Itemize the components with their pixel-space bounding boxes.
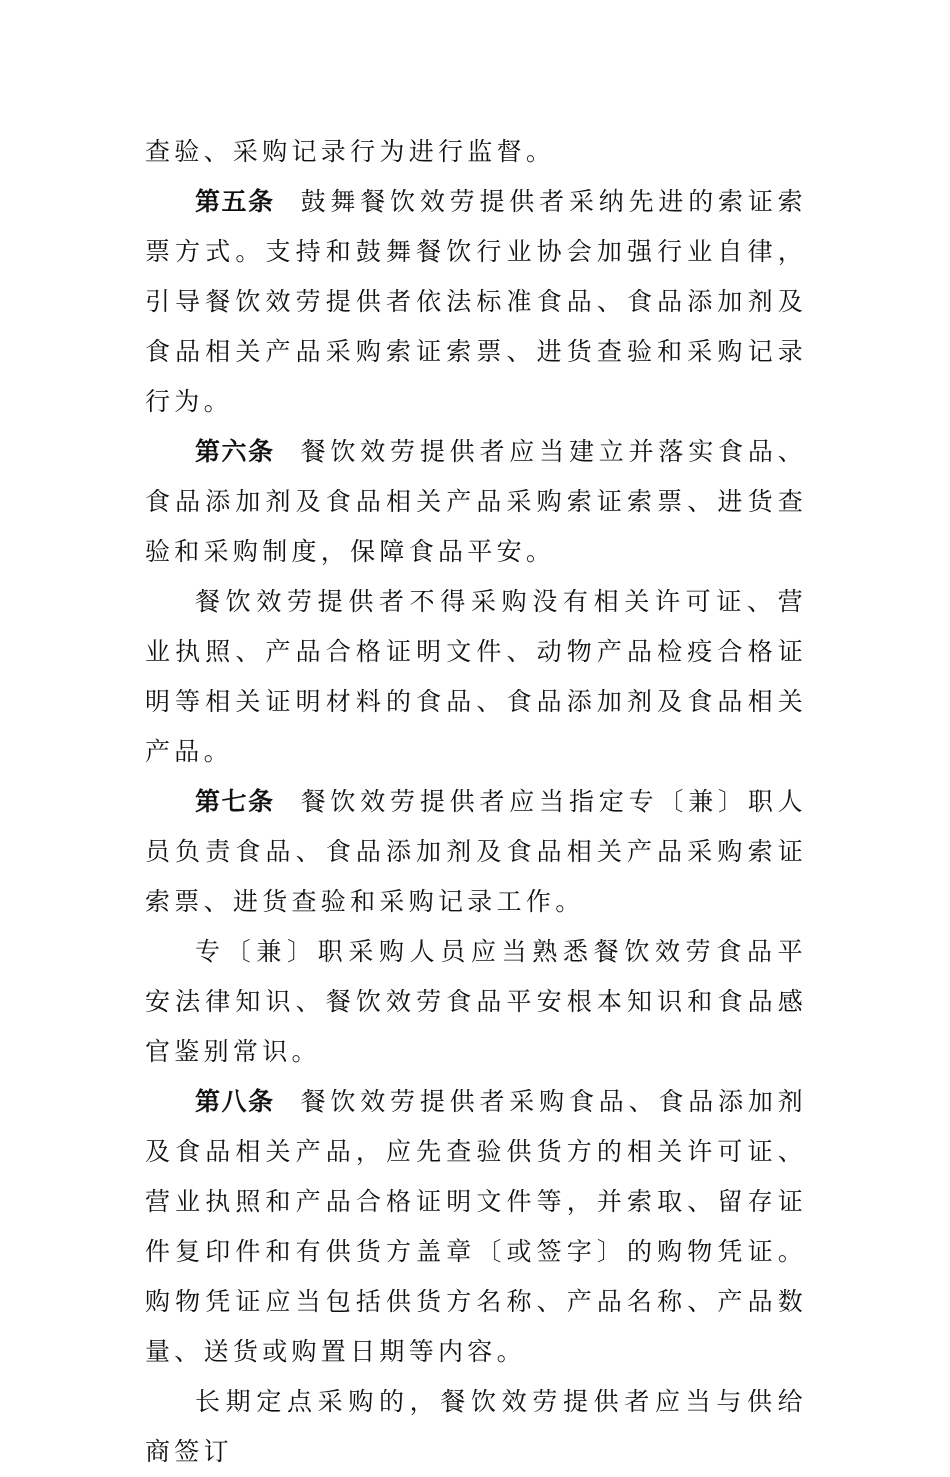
paragraph-text: 查验、采购记录行为进行监督。 [145,137,556,166]
article-heading: 第八条 [195,1087,275,1116]
article-heading: 第五条 [195,187,275,216]
paragraph-6 [145,927,807,1077]
paragraph-4 [145,577,807,777]
article-5 [145,177,807,427]
paragraph-text: 餐饮效劳提供者采购食品、食品添加剂及食品相关产品，应先查验供货方的相关许可证、营业执照和产品合格证明文件等，并索取、留存证件复印件和有供货方盖章〔或签字〕的购物凭证。购物凭证应当包括供货方名称、产品名称、产品数量、送货或购置日期等内容。 [145,1087,807,1366]
paragraph-text: 餐饮效劳提供者应当建立并落实食品、食品添加剂及食品相关产品采购索证索票、进货查验和采购制度，保障食品平安。 [145,437,807,566]
paragraph-1 [145,127,807,177]
paragraph-8 [145,1377,807,1477]
article-6 [145,427,807,577]
paragraph-text: 餐饮效劳提供者不得采购没有相关许可证、营业执照、产品合格证明文件、动物产品检疫合格证明等相关证明材料的食品、食品添加剂及食品相关产品。 [145,587,807,766]
article-7 [145,777,807,927]
paragraph-text: 专〔兼〕职采购人员应当熟悉餐饮效劳食品平安法律知识、餐饮效劳食品平安根本知识和食品感官鉴别常识。 [145,937,807,1066]
article-8 [145,1077,807,1377]
paragraph-text: 长期定点采购的，餐饮效劳提供者应当与供给商签订 [145,1387,807,1466]
paragraph-text: 餐饮效劳提供者应当指定专〔兼〕职人员负责食品、食品添加剂及食品相关产品采购索证索票、进货查验和采购记录工作。 [145,787,807,916]
document-page [145,127,807,1477]
paragraph-text: 鼓舞餐饮效劳提供者采纳先进的索证索票方式。支持和鼓舞餐饮行业协会加强行业自律，引导餐饮效劳提供者依法标准食品、食品添加剂及食品相关产品采购索证索票、进货查验和采购记录行为。 [145,187,807,416]
article-heading: 第六条 [195,437,275,466]
article-heading: 第七条 [195,787,275,816]
